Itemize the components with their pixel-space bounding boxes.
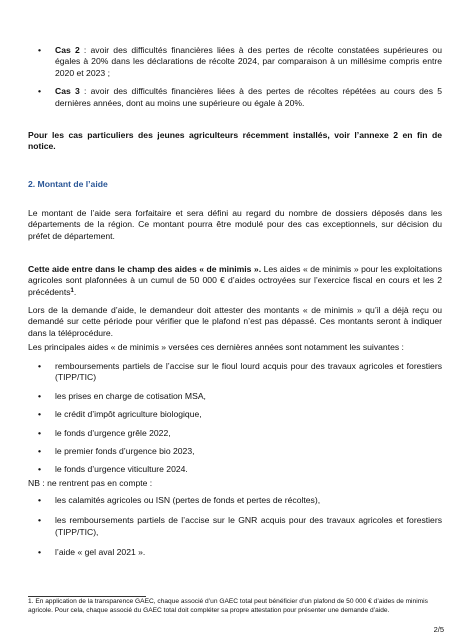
footnote-text: . En application de la transparence GAEC, chaque associé d’un GAEC total peut bénéficier d’un plafond de 50 000 € d’aides de minimis agricole. Pour cela, chaque associé du GAEC total doit compléter sa propre attestation pour présenter une demande d’aide. <box>28 598 428 614</box>
case-text: : avoir des difficultés financières liées à des pertes de récoltes répétées au cours des 5 dernières années, dont au moins une supérieure ou égale à 20%. <box>55 86 443 108</box>
minimis-paragraph: Cette aide entre dans le champ des aides « de minimis ». Les aides « de minimis » pour les exploitations agricoles sont plafonnées à un cumul de 50 000 € d’aides octroyées sur l’exercice fiscal en cours et les 2 précédents$^1$. <box>28 264 442 297</box>
main-aids-intro: Les principales aides « de minimis » versées ces dernières années sont notamment les suivantes : <box>28 342 404 352</box>
attest-paragraph: Lors de la demande d’aide, le demandeur doit attester des montants « de minimis » qu’il a déjà reçu ou demandé sur cette période pour vérifier que le plafond n’est pas dépassé. Ces montants seront à indiquer dans la téléprocédure. <box>28 305 442 338</box>
main-aids-list <box>0 361 470 483</box>
amount-paragraph: Le montant de l’aide sera forfaitaire et sera défini au regard du nombre de dossiers déposés dans les départements de la région. Ce montant pourra être modulé pour des cas exceptionnels, sur décision du préfet de département. <box>28 208 442 241</box>
minimis-lead: Cette aide entre dans le champ des aides « de minimis ». <box>28 264 262 274</box>
footnote-ref: 1 <box>70 287 74 294</box>
list-item: • le fonds d’urgence viticulture 2024. <box>38 464 188 475</box>
cases-list <box>0 45 470 116</box>
list-item <box>0 45 470 79</box>
page-number: 2/5 <box>433 625 444 634</box>
list-item: • les calamités agricoles ou ISN (pertes de fonds et pertes de récoltes), <box>38 495 321 505</box>
bullet: • <box>38 515 42 526</box>
bullet: • <box>38 464 42 475</box>
bullet: • <box>38 495 42 505</box>
list-item: • le crédit d’impôt agriculture biologique, <box>38 409 202 420</box>
footnote-number: 1 <box>28 598 32 605</box>
bullet: • <box>38 86 42 97</box>
bullet: • <box>38 45 42 55</box>
bullet: • <box>38 390 42 401</box>
case-label: Cas 2 <box>55 45 80 55</box>
bullet: • <box>38 361 42 371</box>
bullet: • <box>38 446 42 457</box>
nb-list <box>0 495 470 568</box>
list-item: • le premier fonds d’urgence bio 2023, <box>38 446 195 457</box>
case-text: : avoir des difficultés financières liées à des pertes de récolte constatées supérieures ou égales à 20% dans les déclarations de récolte 2024, par comparaison à un millésime compris entre 2020 et 2023 ; <box>55 45 442 78</box>
minimis-text: Les aides « de minimis » pour les exploitations agricoles sont plafonnées à un cumul de 50 000 € d’aides octroyées sur l’exercice fiscal en cours et les 2 précédents <box>28 264 442 297</box>
section-heading: 2. Montant de l’aide <box>28 179 108 189</box>
footnote <box>28 598 444 615</box>
list-item: • les remboursements partiels de l’accise sur le GNR acquis pour des travaux agricoles et forestiers (TIPP/TIC), <box>38 515 442 537</box>
case-label: Cas 3 <box>55 86 80 97</box>
list-item <box>0 86 470 109</box>
list-item: • le fonds d’urgence grêle 2022, <box>38 427 171 438</box>
young-farmers-note: Pour les cas particuliers des jeunes agriculteurs récemment installés, voir l’annexe 2 en fin de notice. <box>28 130 442 152</box>
list-item: • l’aide « gel aval 2021 ». <box>38 547 146 558</box>
bullet: • <box>38 409 42 420</box>
list-item: • remboursements partiels de l’accise sur le fioul lourd acquis pour des travaux agricoles et forestiers (TIPP/TIC) <box>38 361 442 383</box>
bullet: • <box>38 547 42 558</box>
list-item: • les prises en charge de cotisation MSA, <box>38 390 206 401</box>
bullet: • <box>38 427 42 438</box>
footnote-divider <box>28 596 146 597</box>
nb-intro: NB : ne rentrent pas en compte : <box>28 478 153 488</box>
